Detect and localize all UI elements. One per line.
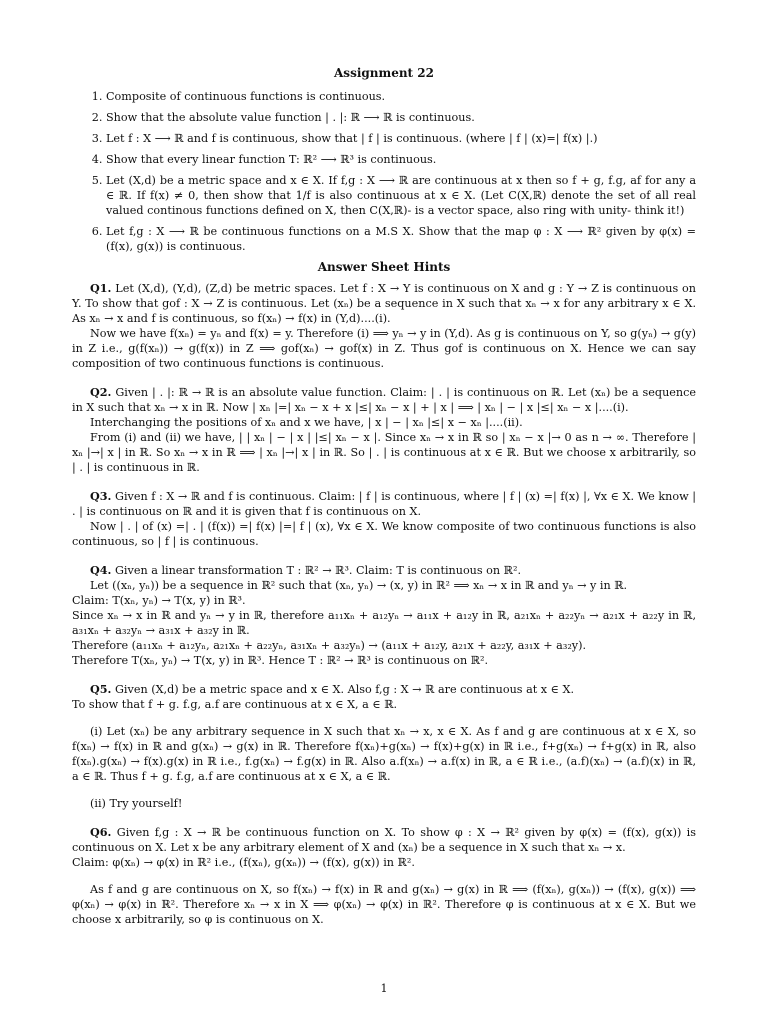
answer-paragraph: As f and g are continuous on X, so f(xₙ) → f(x) in ℝ and g(xₙ) → g(x) in ℝ ⟹ (f(xₙ), g(xₙ)) → (f(x), g(x)) ⟹ φ(xₙ) → φ(x) in ℝ². Therefore xₙ → x in X ⟹ φ(xₙ) → φ(x) in ℝ². Therefore φ is continuous at x ∈ X. But we choose x arbitrarily, so φ is continuous on X. (72, 883, 696, 926)
answer-text: Given f,g : X → ℝ be continuous function on X. To show φ : X → ℝ² given by φ(x) = (f(x), g(x)) is continuous on X. Let x be any arbitrary element of X and (xₙ) be a sequence in X such that xₙ → x. (72, 826, 697, 854)
question-item: 1. Composite of continuous functions is continuous. (106, 89, 696, 104)
answer-paragraph: Claim: T(xₙ, yₙ) → T(x, y) in ℝ³. (72, 594, 246, 607)
answer-paragraph: Since xₙ → x in ℝ and yₙ → y in ℝ, therefore a₁₁xₙ + a₁₂yₙ → a₁₁x + a₁₂y in ℝ, a₂₁xₙ + a₂₂yₙ → a₂₁x + a₂₂y in ℝ, a₃₁xₙ + a₃₂yₙ → a₃₁x + a₃₂y in ℝ. (72, 609, 696, 637)
answer-paragraph: (i) Let (xₙ) be any arbitrary sequence in X such that xₙ → x, x ∈ X. As f and g are continuous at x ∈ X, so f(xₙ) → f(x) in ℝ and g(xₙ) → g(x) in ℝ. Therefore f(xₙ)+g(xₙ) → f(x)+g(x) in ℝ i.e., f+g(xₙ) → f+g(x) in ℝ, also f(xₙ).g(xₙ) → f(x).g(x) in ℝ i.e., f.g(xₙ) → f.g(x) in ℝ. Also a.f(xₙ) → a.f(x) in ℝ, a ∈ ℝ i.e., (a.f)(xₙ) → (a.f)(x) in ℝ, a ∈ ℝ. Thus f + g. f.g, a.f are continuous at x ∈ X, a ∈ ℝ. (72, 725, 696, 783)
answer-label: Q1. (90, 281, 112, 295)
answer-paragraph (72, 563, 696, 578)
answer-paragraph: To show that f + g. f.g, a.f are continuous at x ∈ X, a ∈ ℝ. (72, 698, 398, 711)
answer-text: Given f : X → ℝ and f is continuous. Claim: | f | is continuous, where | f | (x) =| f(x) |, ∀x ∈ X. We know | . | is continuous on ℝ and it is given that f is continuous on X. (72, 490, 697, 518)
answer-paragraph: Therefore T(xₙ, yₙ) → T(x, y) in ℝ³. Hence T : ℝ² → ℝ³ is continuous on ℝ². (72, 654, 489, 667)
answer-paragraph: Therefore (a₁₁xₙ + a₁₂yₙ, a₂₁xₙ + a₂₂yₙ, a₃₁xₙ + a₃₂yₙ) → (a₁₁x + a₁₂y, a₂₁x + a₂₂y, a₃₁x + a₃₂y). (72, 639, 587, 652)
answer-paragraph (72, 825, 696, 855)
answer-label: Q6. (90, 825, 112, 839)
answer-paragraph: (ii) Try yourself! (90, 797, 183, 810)
answer-text: Given (X,d) be a metric space and x ∈ X. Also f,g : X → ℝ are continuous at x ∈ X. (115, 683, 575, 696)
answer-paragraph: Interchanging the positions of xₙ and x we have, | x | − | xₙ |≤| x − xₙ |....(ii). (90, 416, 523, 429)
question-item: 3. Let f : X ⟶ ℝ and f is continuous, show that | f | is continuous. (where | f | (x)=| f(x) |.) (106, 131, 696, 146)
answer-q4 (72, 563, 696, 668)
answer-paragraph (72, 385, 696, 415)
answer-q1 (72, 281, 696, 371)
question-item: 6. Let f,g : X ⟶ ℝ be continuous functions on a M.S X. Show that the map φ : X ⟶ ℝ² given by φ(x) = (f(x), g(x)) is continuous. (106, 224, 696, 254)
answer-paragraph (72, 682, 696, 697)
answer-q2 (72, 385, 696, 475)
answer-paragraph: Let ((xₙ, yₙ)) be a sequence in ℝ² such that (xₙ, yₙ) → (x, y) in ℝ² ⟹ xₙ → x in ℝ and yₙ → y in ℝ. (90, 579, 628, 592)
page-number: 1 (380, 982, 388, 995)
answers-title: Answer Sheet Hints (317, 260, 451, 274)
assignment-title: Assignment 22 (334, 66, 434, 80)
answer-text: Given | . |: ℝ → ℝ is an absolute value function. Claim: | . | is continuous on ℝ. Let (xₙ) be a sequence in X such that xₙ → x in ℝ. Now | xₙ |=| xₙ − x + x |≤| xₙ − x | + | x | ⟹ | xₙ | − | x |≤| xₙ − x |....(i). (72, 386, 696, 414)
question-item: 2. Show that the absolute value function | . |: ℝ ⟶ ℝ is continuous. (106, 110, 696, 125)
answer-q5 (72, 682, 696, 811)
document-page (72, 66, 696, 941)
question-list (72, 89, 696, 254)
answer-label: Q3. (90, 489, 112, 503)
question-item: 5. Let (X,d) be a metric space and x ∈ X. If f,g : X ⟶ ℝ are continuous at x then so f + g, f.g, af for any a ∈ ℝ. If f(x) ≠ 0, then show that 1/f is also continuous at x ∈ X. (Let C(X,ℝ) denote the set of all real valued continous functions defined on X, then C(X,ℝ)- is a vector space, also ring with unity- think it!) (106, 173, 696, 218)
answer-paragraph: Claim: φ(xₙ) → φ(x) in ℝ² i.e., (f(xₙ), g(xₙ)) → (f(x), g(x)) in ℝ². (72, 856, 415, 869)
answer-label: Q4. (90, 563, 112, 577)
answer-paragraph: From (i) and (ii) we have, | | xₙ | − | x | |≤| xₙ − x |. Since xₙ → x in ℝ so | xₙ − x |→ 0 as n → ∞. Therefore | xₙ |→| x | in ℝ. So xₙ → x in ℝ ⟹ | xₙ |→| x | in ℝ. So | . | is continuous at x ∈ ℝ. But we choose x arbitrarily, so | . | is continuous in ℝ. (72, 431, 696, 474)
answer-label: Q2. (90, 385, 112, 399)
answer-paragraph: Now we have f(xₙ) = yₙ and f(x) = y. Therefore (i) ⟹ yₙ → y in (Y,d). As g is continuous on Y, so g(yₙ) → g(y) in Z i.e., g(f(xₙ)) → g(f(x)) in Z ⟹ gof(xₙ) → gof(x) in Z. Thus gof is continuous on X. Hence we can say composition of two continuous functions is continuous. (72, 327, 696, 370)
question-item: 4. Show that every linear function T: ℝ² ⟶ ℝ³ is continuous. (106, 152, 696, 167)
answer-text: Given a linear transformation T : ℝ² → ℝ³. Claim: T is continuous on ℝ². (115, 564, 522, 577)
answer-text: Let (X,d), (Y,d), (Z,d) be metric spaces. Let f : X → Y is continuous on X and g : Y → Z is continuous on Y. To show that gof : X → Z is continuous. Let (xₙ) be a sequence in X such that xₙ → x for any arbitrary x ∈ X. As xₙ → x and f is continuous, so f(xₙ) → f(x) in (Y,d)....(i). (72, 282, 696, 325)
answer-q3 (72, 489, 696, 549)
answer-q6 (72, 825, 696, 927)
answer-label: Q5. (90, 682, 112, 696)
answer-paragraph: Now | . | of (x) =| . | (f(x)) =| f(x) |=| f | (x), ∀x ∈ X. We know composite of two continuous functions is also continuous, so | f | is continuous. (72, 520, 696, 548)
answer-paragraph (72, 281, 696, 326)
answer-paragraph (72, 489, 696, 519)
